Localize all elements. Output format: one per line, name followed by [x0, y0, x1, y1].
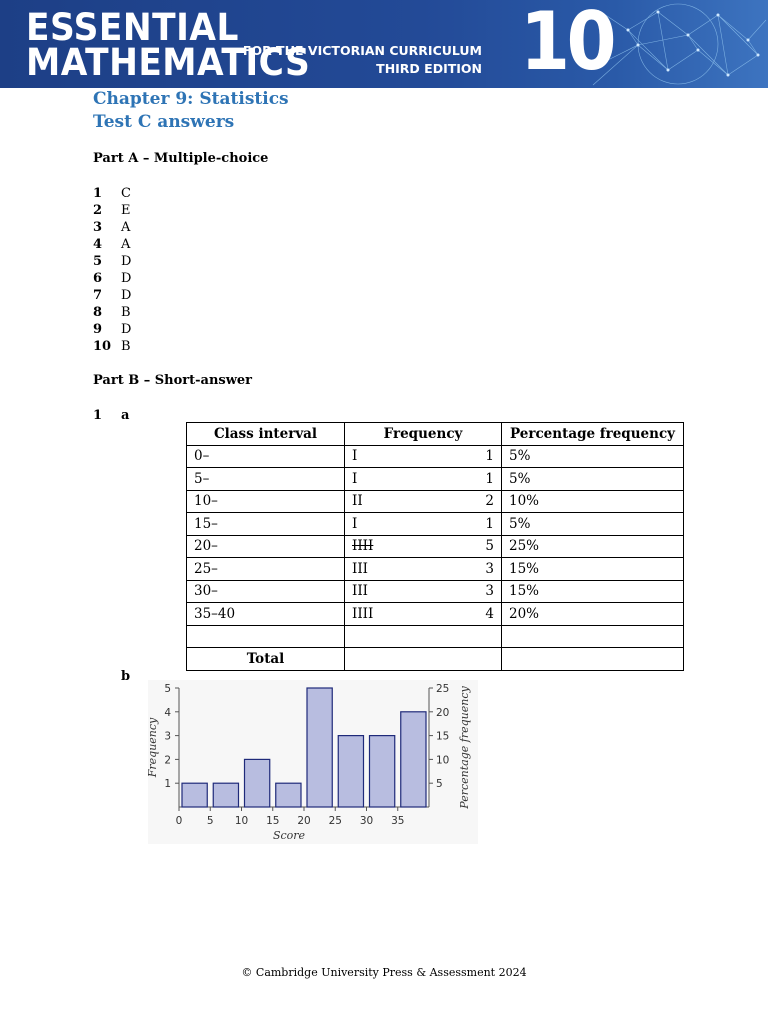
histogram-bar — [307, 688, 332, 807]
list-item — [93, 304, 131, 321]
table-row — [187, 490, 684, 513]
table-row — [187, 513, 684, 536]
frequency-cell — [345, 445, 502, 468]
y-tick-label: 4 — [164, 706, 171, 719]
y2-tick-label: 15 — [436, 730, 450, 743]
answer-letter: D — [121, 254, 132, 269]
class-interval-cell: 10– — [187, 490, 345, 513]
total-label: Total — [187, 648, 345, 671]
blank-row — [187, 625, 684, 648]
question-part-b: b — [121, 669, 131, 684]
multiple-choice-answers — [93, 185, 131, 355]
answer-letter: B — [121, 305, 131, 320]
header-percentage-frequency: Percentage frequency — [502, 423, 684, 446]
table-header-row — [187, 423, 684, 446]
percentage-cell: 5% — [502, 445, 684, 468]
class-interval-cell: 20– — [187, 535, 345, 558]
list-item — [93, 321, 131, 338]
x-tick-label: 25 — [328, 815, 342, 827]
class-interval-cell: 30– — [187, 580, 345, 603]
frequency-cell — [345, 535, 502, 558]
percentage-cell: 25% — [502, 535, 684, 558]
frequency-value: 4 — [485, 605, 494, 622]
y-axis-label: Frequency — [146, 717, 159, 778]
list-item — [93, 338, 131, 355]
y-tick-label: 1 — [164, 778, 171, 791]
question-number: 3 — [93, 220, 103, 235]
banner-subtitle-line1: FOR THE VICTORIAN CURRICULUM — [242, 43, 482, 58]
table-row — [187, 580, 684, 603]
percentage-cell: 5% — [502, 513, 684, 536]
banner-volume-number: 10 — [520, 0, 613, 88]
frequency-value: 1 — [485, 515, 494, 532]
part-a-title: Part A – Multiple-choice — [93, 151, 269, 166]
x-tick-label: 30 — [359, 815, 374, 827]
tally-marks: IIII — [352, 538, 374, 555]
x-tick-label: 10 — [234, 815, 249, 827]
class-interval-cell: 25– — [187, 558, 345, 581]
percentage-cell: 15% — [502, 580, 684, 603]
answer-letter: B — [121, 339, 131, 354]
y2-tick-label: 20 — [436, 706, 450, 719]
question-number: 8 — [93, 305, 103, 320]
total-row — [187, 648, 684, 671]
list-item — [93, 253, 131, 270]
frequency-table — [186, 422, 684, 671]
list-item — [93, 185, 131, 202]
tally-marks: III — [352, 583, 368, 600]
class-interval-cell: 35–40 — [187, 603, 345, 626]
class-interval-cell: 5– — [187, 468, 345, 491]
x-tick-label: 15 — [266, 815, 280, 827]
answer-letter: A — [121, 237, 131, 252]
y-tick-label: 3 — [164, 730, 171, 743]
header-banner — [0, 0, 768, 88]
table-row — [187, 603, 684, 626]
banner-subtitle-line2: THIRD EDITION — [376, 61, 482, 76]
x-tick-label: 35 — [391, 815, 405, 827]
question-number: 5 — [93, 254, 103, 269]
list-item — [93, 270, 131, 287]
class-interval-cell: 15– — [187, 513, 345, 536]
percentage-cell: 5% — [502, 468, 684, 491]
frequency-value: 1 — [485, 470, 494, 487]
tally-marks: I — [352, 470, 358, 487]
header-frequency: Frequency — [345, 423, 502, 446]
histogram-bar — [182, 783, 207, 807]
question-1-label — [93, 408, 129, 423]
banner-title-line1: ESSENTIAL — [26, 6, 239, 49]
question-number: 9 — [93, 322, 103, 337]
list-item — [93, 287, 131, 304]
table-row — [187, 468, 684, 491]
banner-title-line2: MATHEMATICS — [26, 41, 311, 84]
network-graphic-icon — [588, 0, 768, 88]
percentage-cell: 15% — [502, 558, 684, 581]
x-tick-label: 20 — [297, 815, 311, 827]
total-percentage-cell — [502, 648, 684, 671]
frequency-value: 3 — [485, 583, 494, 600]
answer-letter: E — [121, 203, 131, 218]
question-number: 1 — [93, 186, 103, 201]
table-row — [187, 445, 684, 468]
tally-marks: I — [352, 448, 358, 465]
tally-marks: III — [352, 560, 368, 577]
y-tick-label: 2 — [164, 754, 171, 767]
list-item — [93, 236, 131, 253]
x-tick-label: 0 — [175, 815, 183, 827]
answer-letter: C — [121, 186, 131, 201]
histogram-bar — [401, 712, 426, 807]
frequency-value: 1 — [485, 448, 494, 465]
chapter-title: Chapter 9: Statistics — [93, 89, 289, 109]
histogram-bar — [213, 783, 238, 807]
y-tick-label: 5 — [164, 683, 171, 695]
frequency-histogram — [148, 680, 478, 844]
frequency-cell — [345, 580, 502, 603]
empty-cell — [502, 625, 684, 648]
question-number: 1 — [93, 408, 103, 423]
question-number: 4 — [93, 237, 103, 252]
y2-tick-label: 5 — [436, 778, 443, 791]
question-number: 10 — [93, 339, 112, 354]
frequency-value: 3 — [485, 560, 494, 577]
frequency-cell — [345, 558, 502, 581]
question-number: 6 — [93, 271, 103, 286]
frequency-value: 2 — [485, 493, 494, 510]
question-number: 2 — [93, 203, 103, 218]
frequency-cell — [345, 490, 502, 513]
copyright-footer: © Cambridge University Press & Assessment 2024 — [241, 966, 527, 979]
table-row — [187, 535, 684, 558]
x-axis-label: Score — [272, 829, 306, 842]
tally-marks: II — [352, 493, 363, 510]
frequency-cell — [345, 513, 502, 536]
frequency-cell — [345, 603, 502, 626]
frequency-cell — [345, 468, 502, 491]
empty-cell — [345, 625, 502, 648]
x-tick-label: 5 — [206, 815, 214, 827]
list-item — [93, 202, 131, 219]
question-part-a: a — [121, 408, 130, 423]
percentage-cell: 20% — [502, 603, 684, 626]
histogram-bar — [245, 759, 270, 807]
answer-letter: D — [121, 288, 132, 303]
answer-letter: D — [121, 322, 132, 337]
y2-tick-label: 10 — [436, 754, 450, 767]
tally-marks: IIII — [352, 605, 374, 622]
histogram-bar — [338, 736, 363, 807]
histogram-bar — [276, 783, 301, 807]
test-title: Test C answers — [93, 112, 235, 132]
header-class-interval: Class interval — [187, 423, 345, 446]
histogram-bar — [370, 736, 395, 807]
answer-letter: D — [121, 271, 132, 286]
percentage-cell: 10% — [502, 490, 684, 513]
list-item — [93, 219, 131, 236]
part-b-title: Part B – Short-answer — [93, 373, 253, 388]
y2-axis-label: Percentage frequency — [458, 686, 471, 809]
tally-marks: I — [352, 515, 358, 532]
question-number: 7 — [93, 288, 103, 303]
table-row — [187, 558, 684, 581]
frequency-value: 5 — [485, 538, 494, 555]
answer-letter: A — [121, 220, 131, 235]
total-frequency-cell — [345, 648, 502, 671]
class-interval-cell: 0– — [187, 445, 345, 468]
empty-cell — [187, 625, 345, 648]
y2-tick-label: 25 — [436, 683, 450, 695]
